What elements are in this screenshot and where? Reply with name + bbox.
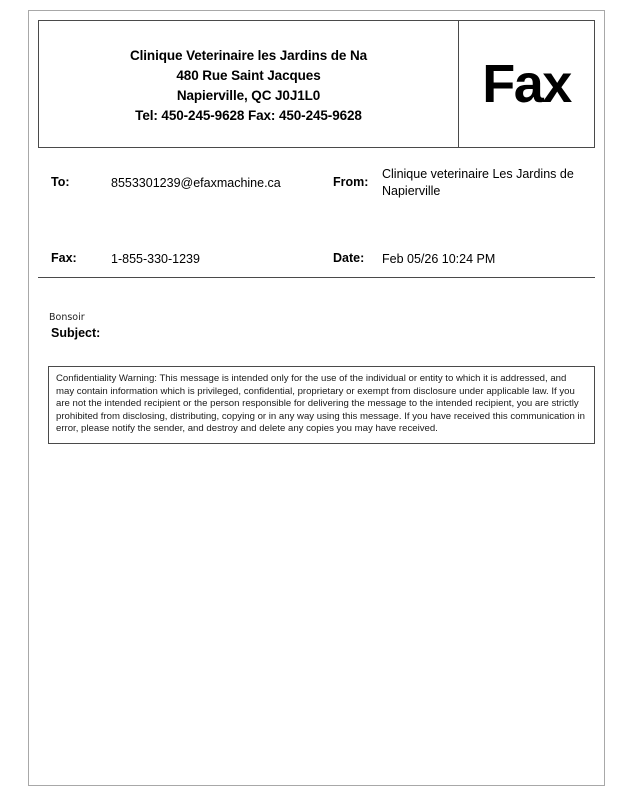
letterhead-company-name: Clinique Veterinaire les Jardins de Na [129,48,368,63]
sender-letterhead [39,21,458,147]
from-label: From: [333,175,369,189]
confidentiality-notice-box [48,366,595,444]
subject-divider-rule [38,277,595,278]
to-value: 8553301239@efaxmachine.ca [111,176,281,190]
subject-label: Subject: [51,326,101,340]
fax-number-label: Fax: [51,251,77,265]
from-value: Clinique veterinaire Les Jardins de Napierville [382,167,574,198]
date-label: Date: [333,251,365,265]
confidentiality-notice-text: Confidentiality Warning: This message is intended only for the use of the individual or entity to which it is addressed, and may contain information which is privileged, confidential, proprietary or exempt from disclosure under applicable law. If you are not the intended recipient or the person responsible for delivering the message to the intended recipient, you are strictly prohibited from disclosing, distributing, copying or in any way using this message. If you have received this communication in error, please notify the sender, and destroy and delete any copies you may have received. [56,373,585,435]
metadata-row-to-from [38,161,595,198]
fax-number-value: 1-855-330-1239 [111,252,200,266]
fax-cover-page [28,10,605,786]
date-value: Feb 05/26 10:24 PM [382,252,496,266]
fax-wordmark-area [459,21,594,147]
metadata-row-fax-date [38,241,595,275]
message-body: Bonsoir [49,312,85,323]
fax-wordmark: Fax [482,54,571,114]
metadata-row-subject [38,320,595,354]
masthead-box [38,20,595,148]
letterhead-street-address: 480 Rue Saint Jacques [176,68,321,83]
to-label: To: [51,175,70,189]
letterhead-city-postal: Napierville, QC J0J1L0 [176,88,321,103]
letterhead-phone-fax: Tel: 450-245-9628 Fax: 450-245-9628 [135,108,362,123]
